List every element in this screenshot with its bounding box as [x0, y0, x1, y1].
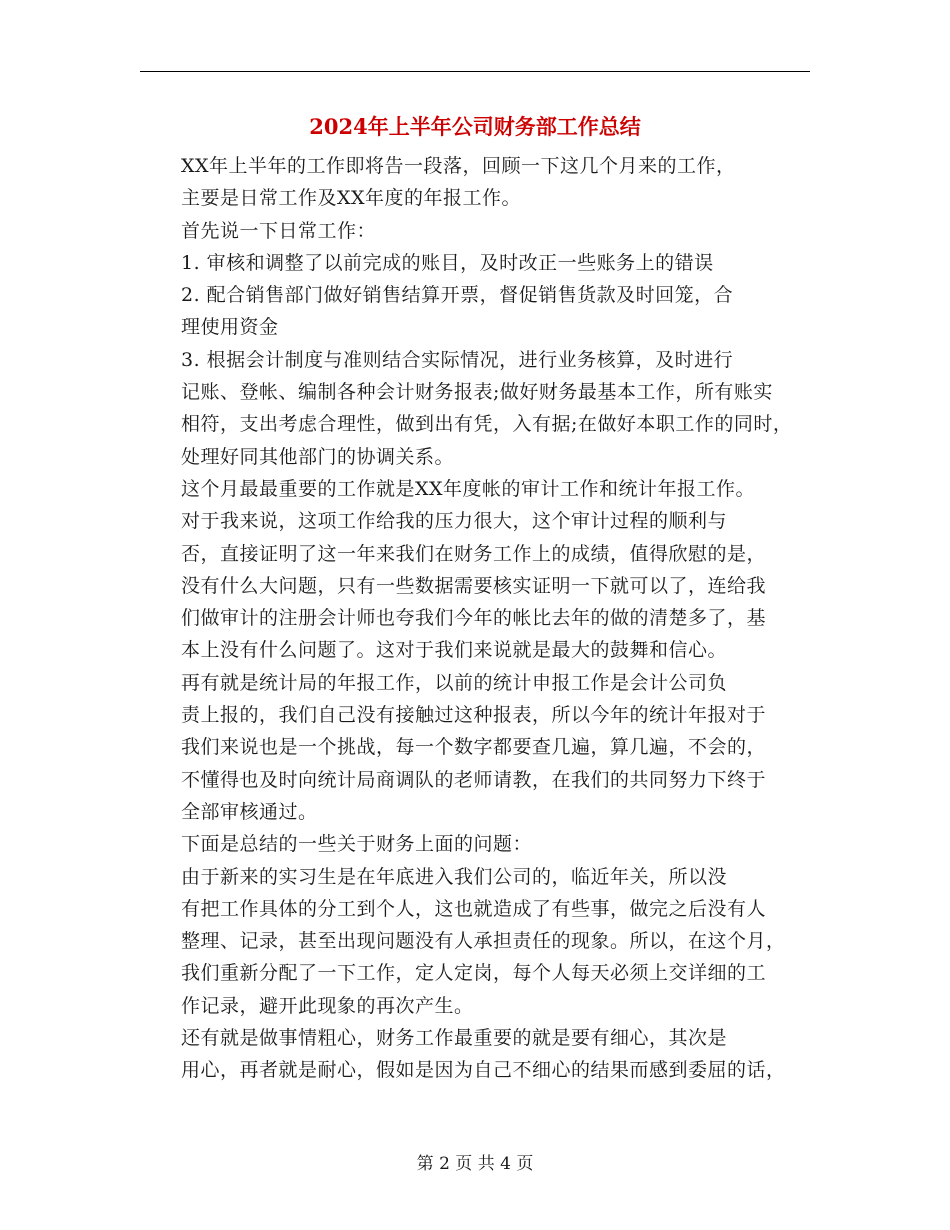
paragraph-line: 首先说一下日常工作： [181, 219, 377, 242]
document-title: 2024年上半年公司财务部工作总结 [309, 114, 641, 139]
paragraph-line: 没有什么大问题，只有一些数据需要核实证明一下就可以了，连给我 [181, 574, 767, 597]
paragraph [143, 505, 813, 666]
paragraph-line: 我们重新分配了一下工作，定人定岗，每个人每天必须上交详细的工 [181, 962, 767, 985]
paragraph-line: 作记录，避开此现象的再次产生。 [181, 994, 474, 1017]
paragraph-line: 用心，再者就是耐心，假如是因为自己不细心的结果而感到委屈的话， [181, 1059, 786, 1082]
paragraph-line: 这个月最最重要的工作就是XX年度帐的审计工作和统计年报工作。 [181, 477, 756, 500]
paragraph-line: XX年上半年的工作即将告一段落，回顾一下这几个月来的工作， [181, 155, 736, 177]
paragraph-line: 再有就是统计局的年报工作，以前的统计申报工作是会计公司负 [181, 671, 728, 694]
page-number: 第 2 页 共 4 页 [416, 1154, 534, 1174]
paragraph-line: 1. 审核和调整了以前完成的账目，及时改正一些账务上的错误 [181, 251, 714, 274]
paragraph [143, 473, 813, 505]
paragraph-line: 整理、记录，甚至出现问题没有人承担责任的现象。所以，在这个月， [181, 930, 786, 953]
paragraph [143, 150, 813, 215]
paragraph [143, 344, 813, 473]
paragraph-line: 还有就是做事情粗心，财务工作最重要的就是要有细心，其次是 [181, 1027, 728, 1050]
paragraph-line: 全部审核通过。 [181, 800, 318, 823]
paragraph [143, 861, 813, 1022]
paragraph-line: 对于我来说，这项工作给我的压力很大，这个审计过程的顺利与 [181, 510, 728, 533]
paragraph-line: 不懂得也及时向统计局商调队的老师请教，在我们的共同努力下终于 [181, 768, 767, 791]
paragraph [143, 667, 813, 828]
paragraph [143, 247, 813, 279]
paragraph-line: 本上没有什么问题了。这对于我们来说就是最大的鼓舞和信心。 [181, 639, 728, 662]
paragraph [143, 828, 813, 860]
paragraph-line: 我们来说也是一个挑战，每一个数字都要查几遍，算几遍，不会的， [181, 736, 767, 759]
paragraph-line: 记账、登帐、编制各种会计财务报表;做好财务最基本工作，所有账实 [181, 381, 773, 404]
document-body [143, 150, 813, 1087]
paragraph-line: 责上报的，我们自己没有接触过这种报表，所以今年的统计年报对于 [181, 704, 767, 727]
paragraph-line: 相符，支出考虑合理性，做到出有凭，入有据;在做好本职工作的同时， [181, 413, 793, 436]
paragraph-line: 有把工作具体的分工到个人，这也就造成了有些事，做完之后没有人 [181, 897, 767, 920]
paragraph-line: 2. 配合销售部门做好销售结算开票，督促销售货款及时回笼，合 [181, 284, 734, 307]
paragraph [143, 279, 813, 344]
paragraph-line: 们做审计的注册会计师也夸我们今年的帐比去年的做的清楚多了，基 [181, 607, 767, 630]
paragraph-line: 3. 根据会计制度与准则结合实际情况，进行业务核算，及时进行 [181, 348, 734, 371]
paragraph-line: 否，直接证明了这一年来我们在财务工作上的成绩，值得欣慰的是， [181, 542, 767, 565]
paragraph [143, 215, 813, 247]
paragraph-line: 下面是总结的一些关于财务上面的问题： [181, 833, 533, 856]
header-rule [140, 71, 810, 72]
paragraph [143, 1022, 813, 1087]
paragraph-line: 理使用资金 [181, 316, 279, 339]
paragraph-line: 主要是日常工作及XX年度的年报工作。 [181, 187, 522, 210]
paragraph-line: 由于新来的实习生是在年底进入我们公司的，临近年关，所以没 [181, 865, 728, 888]
paragraph-line: 处理好同其他部门的协调关系。 [181, 445, 455, 468]
